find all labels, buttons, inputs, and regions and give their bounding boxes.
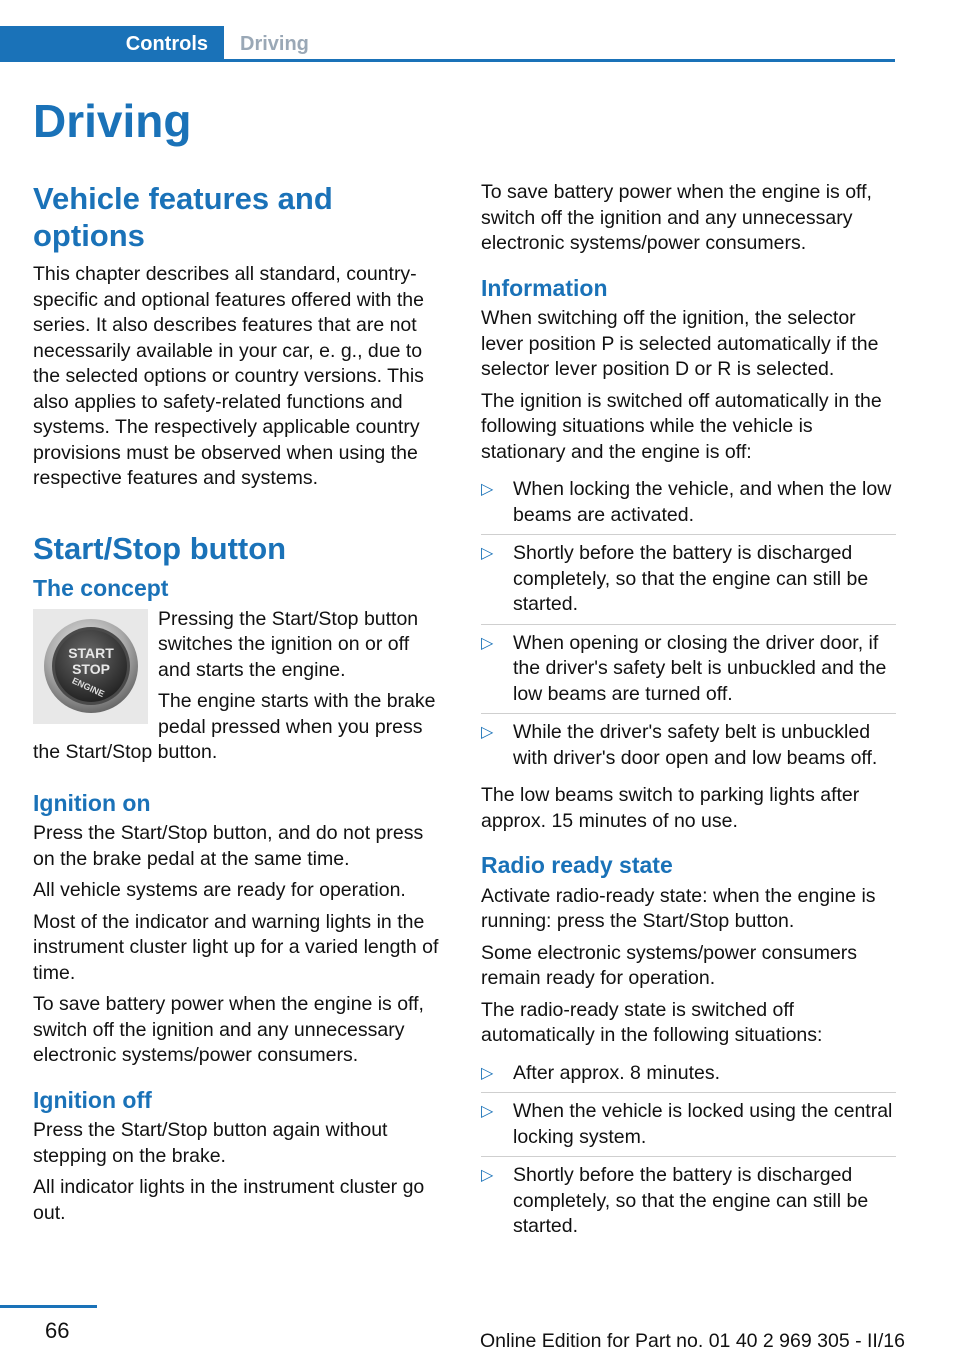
list-item-text: When opening or closing the driver door, if the driver's safety belt is unbuckled and the low beams are turned off. (513, 631, 887, 705)
ignition-on-text-2: All vehicle systems are ready for operation. (33, 879, 406, 902)
vehicle-features-text: This chapter describes all standard, country-specific and optional features offered with the series. It also describes features that are not necessarily available in your car, e. g., due to the selected options or country versions. This also applies to safety-related functions and systems. The respectively applicable country provisions must be observed when using the respective features and systems. (33, 263, 424, 490)
list-item (481, 1157, 896, 1246)
information-text-2: The ignition is switched off automatically in the following situations while the vehicle is stationary and the engine is off: (481, 389, 882, 463)
concept-text-2: The engine starts with the brake pedal pressed when you press the Start/Stop button. (33, 690, 436, 764)
tab-controls[interactable]: Controls (0, 26, 224, 62)
subheading-concept: The concept (33, 575, 169, 602)
ignition-on-text-3: Most of the indicator and warning lights in the instrument cluster light up for a varied length of time. (33, 910, 439, 984)
list-item (481, 1093, 896, 1157)
left-column (33, 180, 445, 1232)
concept-text-1: Pressing the Start/Stop button switches the ignition on or off and starts the engine. (158, 607, 419, 681)
triangle-right-icon: ▷ (481, 634, 494, 652)
subheading-ignition-on: Ignition on (33, 789, 151, 816)
triangle-right-icon: ▷ (481, 724, 494, 742)
subheading-radio-ready: Radio ready state (481, 852, 673, 879)
button-text-start: START (67, 645, 114, 662)
subheading-ignition-off: Ignition off (33, 1086, 152, 1113)
list-item-text: When the vehicle is locked using the central locking system. (513, 1100, 893, 1148)
triangle-right-icon: ▷ (481, 481, 494, 499)
tab-driving[interactable]: Driving (240, 32, 309, 55)
information-text-3: The low beams switch to parking lights after approx. 15 minutes of no use. (481, 784, 860, 832)
list-item-text: Shortly before the battery is discharged completely, so that the engine can still be started. (513, 542, 869, 616)
triangle-right-icon: ▷ (481, 545, 494, 563)
button-text-stop: STOP (71, 661, 110, 678)
concept-block (33, 607, 445, 772)
footer-rule (0, 1305, 97, 1308)
list-item (481, 1055, 896, 1094)
triangle-right-icon: ▷ (481, 1064, 494, 1082)
list-item (481, 535, 896, 625)
start-stop-button-icon (41, 616, 141, 716)
button-text-engine: ENGINE (70, 675, 106, 700)
list-item-text: While the driver's safety belt is unbuckled with driver's door open and low beams off. (513, 721, 878, 769)
ignition-on-text-1: Press the Start/Stop button, and do not press on the brake pedal at the same time. (33, 822, 424, 870)
list-item-text: Shortly before the battery is discharged completely, so that the engine can still be started. (513, 1164, 869, 1238)
triangle-right-icon: ▷ (481, 1103, 494, 1121)
edition-note: Online Edition for Part no. 01 40 2 969 305 - II/16 (480, 1330, 905, 1352)
right-column (481, 180, 896, 1252)
header-rule (224, 59, 895, 62)
auto-off-list (481, 471, 896, 777)
list-item-text: When locking the vehicle, and when the low beams are activated. (513, 478, 892, 526)
information-text-1: When switching off the ignition, the selector lever position P is selected automatically if the selector lever position D or R is selected. (481, 307, 879, 381)
chapter-header (0, 26, 895, 62)
radio-ready-text-1: Activate radio-ready state: when the engine is running: press the Start/Stop button. (481, 884, 876, 933)
list-item-text: After approx. 8 minutes. (513, 1061, 721, 1084)
ignition-off-text-1: Press the Start/Stop button again without stepping on the brake. (33, 1119, 388, 1167)
list-item (481, 471, 896, 535)
ignition-on-text-4: To save battery power when the engine is off, switch off the ignition and any unnecessary electronic systems/power consumers. (33, 993, 424, 1067)
list-item (481, 625, 896, 715)
start-stop-button-image (33, 609, 148, 724)
radio-ready-text-2: Some electronic systems/power consumers remain ready for operation. (481, 941, 858, 990)
list-item (481, 714, 896, 777)
radio-ready-text-3: The radio-ready state is switched off automatically in the following situations: (481, 998, 823, 1047)
page-number: 66 (45, 1318, 70, 1343)
section-heading-start-stop: Start/Stop button (33, 530, 287, 566)
radio-off-list (481, 1055, 896, 1246)
ignition-off-text-2: All indicator lights in the instrument cluster go out. (33, 1176, 425, 1224)
subheading-information: Information (481, 274, 608, 301)
triangle-right-icon: ▷ (481, 1167, 494, 1185)
page-title: Driving (33, 95, 192, 147)
section-heading-vehicle-features: Vehicle features and options (33, 181, 333, 254)
battery-power-text: To save battery power when the engine is off, switch off the ignition and any unnecessary electronic systems/power consumers. (481, 181, 872, 254)
